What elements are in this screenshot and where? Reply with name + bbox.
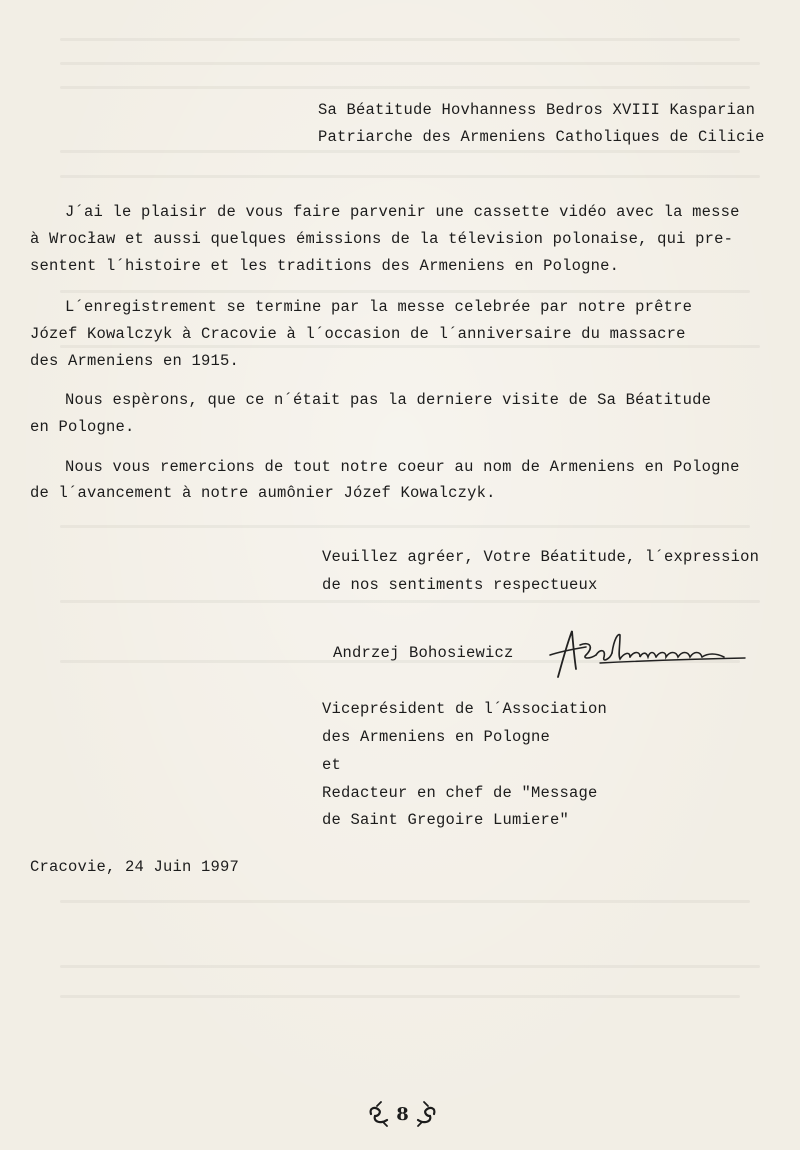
- recipient-title: Patriarche des Armeniens Catholiques de Cilicie: [318, 128, 765, 146]
- signatory-name: Andrzej Bohosiewicz: [333, 644, 514, 662]
- signatory-title-line: et: [322, 756, 342, 774]
- body-paragraph-3-line: en Pologne.: [30, 418, 135, 436]
- body-paragraph-2-line: Józef Kowalczyk à Cracovie à l´occasion de l´anniversaire du massacre: [30, 325, 686, 343]
- body-paragraph-1-line: à Wrocław et aussi quelques émissions de la télevision polonaise, qui pre-: [30, 230, 734, 248]
- page-number: 8: [396, 1104, 409, 1125]
- signatory-title-line: de Saint Gregoire Lumiere": [322, 811, 570, 829]
- body-paragraph-4-line: Nous vous remercions de tout notre coeur au nom de Armeniens en Pologne: [65, 458, 740, 476]
- recipient-name: Sa Béatitude Hovhanness Bedros XVIII Kasparian: [318, 101, 756, 119]
- signatory-title-line: des Armeniens en Pologne: [322, 728, 551, 746]
- closing-line: de nos sentiments respectueux: [322, 576, 598, 594]
- bleed-through-line: [60, 345, 760, 348]
- bleed-through-line: [60, 290, 750, 293]
- signatory-title-line: Viceprésident de l´Association: [322, 700, 608, 718]
- signatory-title-line: Redacteur en chef de "Message: [322, 784, 598, 802]
- bleed-through-line: [60, 995, 740, 998]
- handwritten-signature: [540, 625, 755, 685]
- bleed-through-line: [60, 525, 750, 528]
- bleed-through-line: [60, 150, 740, 153]
- bleed-through-line: [60, 175, 760, 178]
- body-paragraph-1-line: sentent l´histoire et les traditions des Armeniens en Pologne.: [30, 257, 620, 275]
- bleed-through-line: [60, 62, 760, 65]
- body-paragraph-2-line: L´enregistrement se termine par la messe celebrée par notre prêtre: [65, 298, 693, 316]
- bleed-through-line: [60, 86, 750, 89]
- body-paragraph-4-line: de l´avancement à notre aumônier Józef Kowalczyk.: [30, 484, 496, 502]
- ornament-icon: [365, 1100, 440, 1128]
- closing-line: Veuillez agréer, Votre Béatitude, l´expression: [322, 548, 760, 566]
- bleed-through-line: [60, 38, 740, 41]
- bleed-through-line: [60, 900, 750, 903]
- body-paragraph-3-line: Nous espèrons, que ce n´était pas la derniere visite de Sa Béatitude: [65, 391, 712, 409]
- bleed-through-line: [60, 965, 760, 968]
- body-paragraph-1-line: J´ai le plaisir de vous faire parvenir une cassette vidéo avec la messe: [65, 203, 740, 221]
- place-date: Cracovie, 24 Juin 1997: [30, 858, 240, 876]
- body-paragraph-2-line: des Armeniens en 1915.: [30, 352, 240, 370]
- bleed-through-line: [60, 600, 760, 603]
